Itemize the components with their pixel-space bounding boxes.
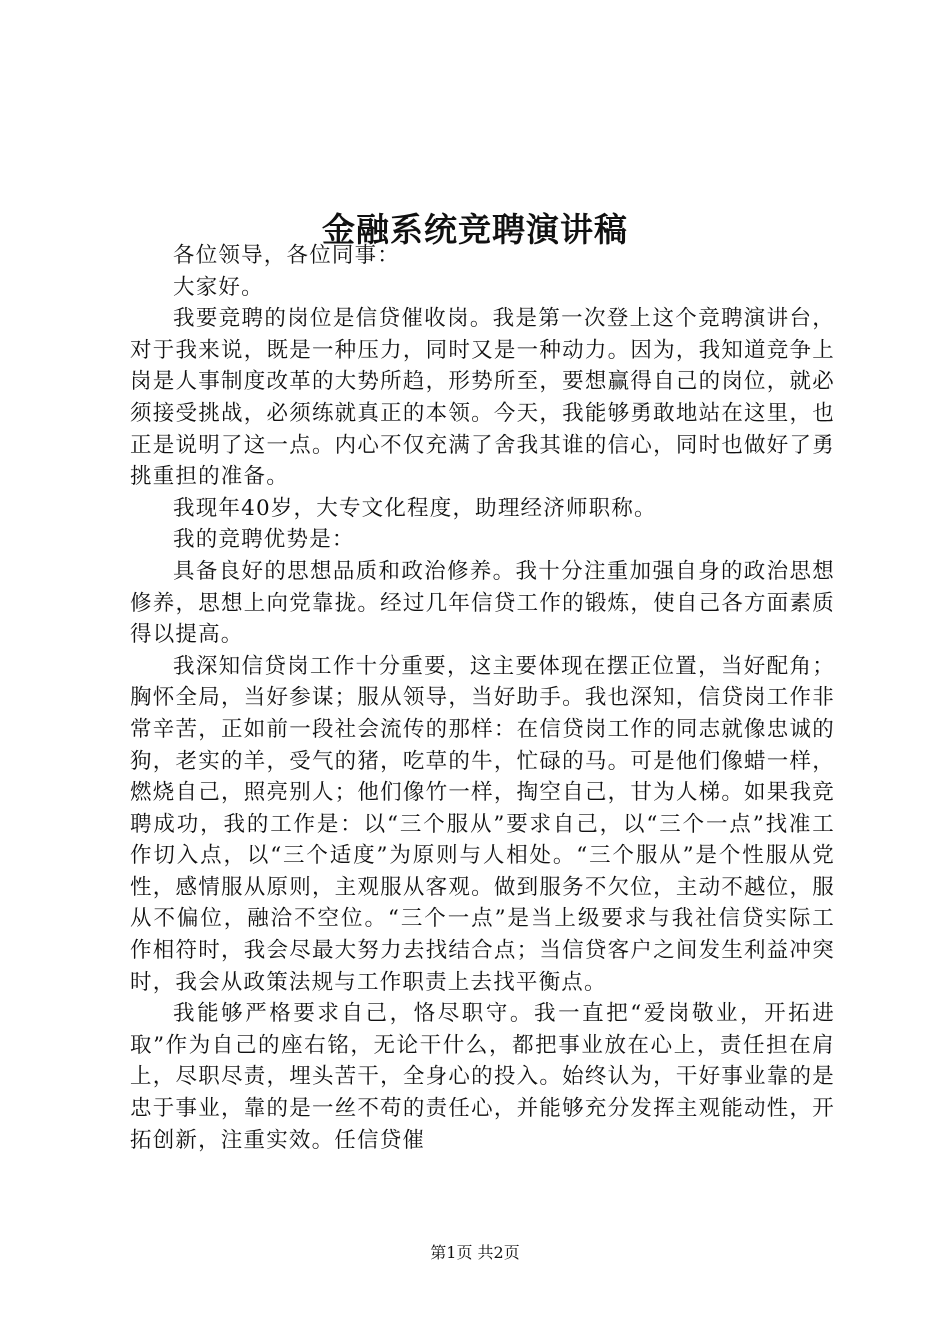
paragraph-position: 我要竞聘的岗位是信贷催收岗。我是第一次登上这个竞聘演讲台，对于我来说，既是一种压力，同时又是一种动力。因为，我知道竞争上岗是人事制度改革的大势所趋，形势所至，要想赢得自己的岗位，就必须接受挑战，必须练就真正的本领。今天，我能够勇敢地站在这里，也正是说明了这一点。内心不仅充满了舍我其谁的信心，同时也做好了勇挑重担的准备。: [130, 306, 835, 490]
document-body: [130, 240, 835, 1156]
paragraph-profile: 我现年40岁，大专文化程度，助理经济师职称。: [173, 495, 657, 521]
paragraph-quality: 具备良好的思想品质和政治修养。我十分注重加强自身的政治思想修养，思想上向党靠拢。经过几年信贷工作的锻炼，使自己各方面素质得以提高。: [130, 558, 835, 648]
paragraph-discipline: 我能够严格要求自己，恪尽职守。我一直把“爱岗敬业，开拓进取”作为自己的座右铭，无论干什么，都把事业放在心上，责任担在肩上，尽职尽责，埋头苦干，全身心的投入。始终认为，干好事业靠的是忠于事业，靠的是一丝不苟的责任心，并能够充分发挥主观能动性，开拓创新，注重实效。任信贷催: [130, 1001, 835, 1153]
paragraph-hello: 大家好。: [173, 274, 264, 300]
paragraph-importance: 我深知信贷岗工作十分重要，这主要体现在摆正位置，当好配角；胸怀全局，当好参谋；服从领导，当好助手。我也深知，信贷岗工作非常辛苦，正如前一段社会流传的那样：在信贷岗工作的同志就像忠诚的狗，老实的羊，受气的猪，吃草的牛，忙碌的马。可是他们像蜡一样，燃烧自己，照亮别人；他们像竹一样，掏空自己，甘为人梯。如果我竞聘成功，我的工作是：以“三个服从”要求自己，以“三个一点”找准工作切入点，以“三个适度”为原则与人相处。“三个服从”是个性服从党性，感情服从原则，主观服从客观。做到服务不欠位，主动不越位，服从不偏位，融洽不空位。“三个一点”是当上级要求与我社信贷实际工作相符时，我会尽最大努力去找结合点；当信贷客户之间发生利益冲突时，我会从政策法规与工作职责上去找平衡点。: [130, 653, 835, 995]
paragraph-advantages-intro: 我的竞聘优势是：: [173, 527, 355, 553]
document-title: 金融系统竞聘演讲稿: [322, 210, 628, 250]
page-footer: 第1页 共2页: [430, 1243, 520, 1262]
paragraph-greeting: 各位领导，各位同事：: [173, 243, 401, 268]
